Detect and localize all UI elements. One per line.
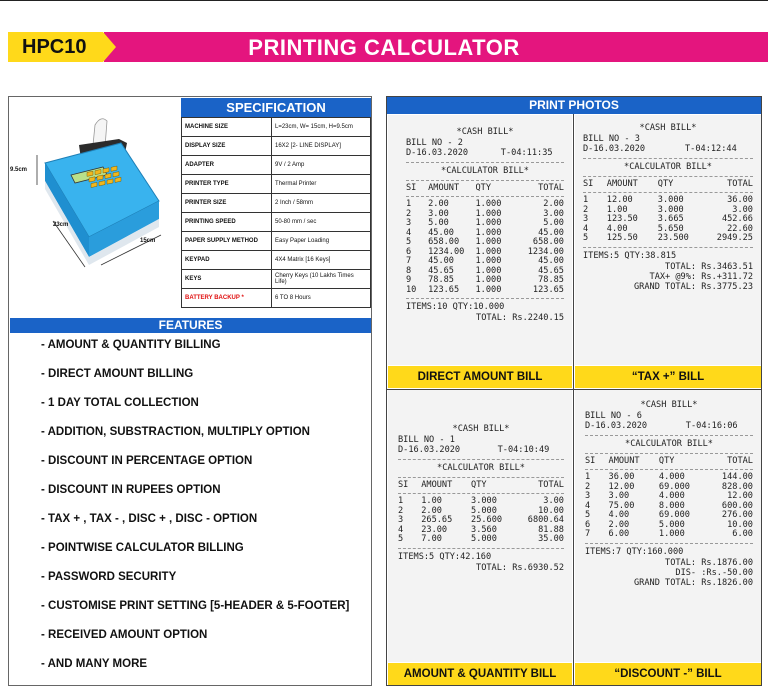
receipt-cell: 1.000 xyxy=(658,529,685,539)
bill-time: T-04:12:44 xyxy=(685,144,737,154)
feature-item: - ADDITION, SUBSTRACTION, MULTIPLY OPTION xyxy=(41,426,310,438)
receipt-cell: 1.000 xyxy=(475,256,502,266)
receipt-header-row xyxy=(583,180,753,190)
receipt-cell: 1 xyxy=(585,472,591,482)
calculator-title: *CALCULATOR BILL* xyxy=(625,438,713,449)
receipt-cell: 1.000 xyxy=(475,246,502,257)
receipt-cell: 5.00 xyxy=(428,218,449,228)
length-dimension: 23cm xyxy=(53,222,69,228)
receipt xyxy=(406,127,564,323)
receipt-cell: 4.000 xyxy=(658,491,685,501)
spec-value: 6 TO 8 Hours xyxy=(272,289,371,308)
receipt-cell: 3.665 xyxy=(657,214,684,224)
receipt-cell: 3.560 xyxy=(471,524,497,535)
receipt-cell: 5.000 xyxy=(471,505,497,516)
total-line: TOTAL: Rs.3463.51 xyxy=(665,261,753,272)
receipt-cell: 1.00 xyxy=(606,204,628,215)
receipt-cell: 1 xyxy=(398,496,404,506)
receipt-cell: 8 xyxy=(406,265,412,276)
receipt-cell: 1.000 xyxy=(475,275,502,285)
date-time-row xyxy=(398,446,564,456)
items-summary: ITEMS:7 QTY:160.000 xyxy=(585,546,684,557)
spec-value: 9V / 2 Amp xyxy=(272,156,371,175)
calculator-title: *CALCULATOR BILL* xyxy=(441,165,529,176)
receipt-cell: 4 xyxy=(585,500,591,511)
receipt-cell: 3.00 xyxy=(543,208,564,219)
receipt-cell: 6.00 xyxy=(608,529,630,539)
receipt-cell: 2.00 xyxy=(543,199,564,209)
spec-key: ADAPTER xyxy=(182,156,272,175)
spec-value: 4X4 Matrix [16 Keys] xyxy=(272,251,371,270)
date-time-row xyxy=(583,145,753,155)
receipt-cell: 3.00 xyxy=(732,204,753,215)
receipt-cell: 35.00 xyxy=(538,534,564,544)
feature-item: - TAX + , TAX - , DISC + , DISC - OPTION xyxy=(41,513,258,525)
receipt-column-header: SI xyxy=(585,455,596,466)
bill-number: BILL NO - 2 xyxy=(406,138,463,148)
receipt-cell: 3.000 xyxy=(471,496,497,506)
receipt-column-header: AMOUNT xyxy=(428,182,460,193)
dash-line xyxy=(406,298,564,299)
receipt-cell: 452.66 xyxy=(721,214,753,224)
receipt-photo xyxy=(575,390,761,662)
receipt-cell: 5.000 xyxy=(471,534,497,544)
receipt-cell: 45.00 xyxy=(538,227,564,238)
receipt xyxy=(585,400,753,588)
receipt-cell: 3 xyxy=(583,214,589,224)
receipt-cell: 5.00 xyxy=(543,218,564,228)
receipt-row xyxy=(583,234,753,244)
features-heading: FEATURES xyxy=(10,318,371,333)
spec-key: DISPLAY SIZE xyxy=(182,137,272,156)
receipt-cell: 10 xyxy=(406,284,417,295)
feature-item: - DISCOUNT IN RUPEES OPTION xyxy=(41,484,221,496)
receipt-header-row xyxy=(406,184,564,194)
receipt-cell: 45.00 xyxy=(428,256,454,266)
receipt-cell: 69.000 xyxy=(658,510,690,520)
receipt-cell: 75.00 xyxy=(608,500,635,511)
spec-value: L=23cm, W= 15cm, H=9.5cm xyxy=(272,118,371,137)
receipt-cell: 1.000 xyxy=(475,237,502,247)
receipt-cell: 3 xyxy=(585,491,591,501)
receipt-title: *CASH BILL* xyxy=(456,127,514,137)
dash-line xyxy=(398,459,564,460)
grid-divider-horizontal xyxy=(387,389,761,390)
bill-number: BILL NO - 3 xyxy=(583,134,640,144)
receipt-cell: 1.000 xyxy=(475,208,502,219)
receipt-cell: 4 xyxy=(406,227,412,238)
receipt-row xyxy=(585,530,753,540)
receipt-cell: 23.00 xyxy=(421,524,448,535)
dash-line xyxy=(583,247,753,248)
dash-line xyxy=(398,477,564,478)
spec-key: PRINTER TYPE xyxy=(182,175,272,194)
receipt-cell: 276.00 xyxy=(721,510,753,520)
receipt-cell: 22.60 xyxy=(727,223,753,234)
receipt-caption: DIRECT AMOUNT BILL xyxy=(388,366,572,388)
receipt-cell: 36.00 xyxy=(727,195,753,205)
total-line: TOTAL: Rs.2240.15 xyxy=(476,313,564,323)
spec-key: PAPER SUPPLY METHOD xyxy=(182,232,272,251)
spec-row xyxy=(182,289,371,308)
spec-row xyxy=(182,156,371,175)
receipt-cell: 1234.00 xyxy=(527,246,564,257)
receipt-cell: 3.00 xyxy=(543,496,564,506)
date-time-row xyxy=(585,422,753,432)
receipt-cell: 6800.64 xyxy=(527,515,564,525)
receipt-cell: 658.00 xyxy=(532,237,564,247)
receipt-cell: 69.000 xyxy=(658,481,690,492)
spec-row xyxy=(182,251,371,270)
top-rule xyxy=(0,0,768,1)
calculator-title: *CALCULATOR BILL* xyxy=(624,161,712,172)
receipt-cell: 1.000 xyxy=(475,218,502,228)
receipt-cell: 1.000 xyxy=(475,227,502,238)
receipt-cell: 7 xyxy=(585,529,591,539)
receipt-cell: 5.000 xyxy=(658,519,685,530)
receipt-column-header: SI xyxy=(398,479,409,490)
receipt-photo xyxy=(388,390,572,662)
feature-item: - DISCOUNT IN PERCENTAGE OPTION xyxy=(41,455,253,467)
bill-date: D-16.03.2020 xyxy=(583,144,646,154)
receipt xyxy=(398,424,564,573)
receipt-column-header: SI xyxy=(406,182,417,193)
receipt-cell: 4.00 xyxy=(606,223,628,234)
spec-row xyxy=(182,232,371,251)
model-name: HPC10 xyxy=(22,36,87,58)
receipt-column-header: AMOUNT xyxy=(421,479,453,490)
receipt-column-header: QTY xyxy=(471,479,487,490)
receipt-cell: 5 xyxy=(406,237,412,247)
receipt-cell: 45.00 xyxy=(538,256,564,266)
receipt-cell: 45.00 xyxy=(428,227,454,238)
dash-line xyxy=(398,493,564,494)
spec-key: MACHINE SIZE xyxy=(182,118,272,137)
bill-number: BILL NO - 1 xyxy=(398,435,455,445)
receipt-column-header: QTY xyxy=(658,455,675,466)
left-panel xyxy=(8,96,372,686)
feature-item: - 1 DAY TOTAL COLLECTION xyxy=(41,397,199,409)
receipt-cell: 81.88 xyxy=(538,524,564,535)
receipt-cell: 12.00 xyxy=(606,195,633,205)
receipt-cell: 7.00 xyxy=(421,534,442,544)
receipt-caption: “TAX +” BILL xyxy=(575,366,761,388)
spec-row xyxy=(182,137,371,156)
receipt-cell: 4 xyxy=(398,524,404,535)
spec-value: 2 Inch / 58mm xyxy=(272,194,371,213)
receipt-cell: 3.000 xyxy=(657,204,684,215)
receipt-cell: 5 xyxy=(583,233,589,243)
dash-line xyxy=(585,543,753,544)
receipt-cell: 125.50 xyxy=(606,233,638,243)
receipt-cell: 123.65 xyxy=(532,284,564,295)
receipt-cell: 1234.00 xyxy=(428,246,465,257)
receipt-cell: 7 xyxy=(406,256,412,266)
receipt-cell: 2.00 xyxy=(421,505,442,516)
receipt-cell: 1.000 xyxy=(475,265,502,276)
receipt-column-header: TOTAL xyxy=(727,178,753,189)
bill-time: T-04:10:49 xyxy=(497,445,550,455)
receipt-cell: 2949.25 xyxy=(716,233,753,243)
receipt-column-header: TOTAL xyxy=(538,182,564,193)
receipt-cell: 9 xyxy=(406,275,412,285)
bill-time: T-04:16:06 xyxy=(685,421,738,431)
page-title: PRINTING CALCULATOR xyxy=(248,35,520,60)
receipt-cell: 5.650 xyxy=(657,223,684,234)
receipt-cell: 36.00 xyxy=(608,472,635,482)
receipt-cell: 78.85 xyxy=(428,275,454,285)
specification-heading: SPECIFICATION xyxy=(181,98,371,117)
receipt-caption: “DISCOUNT -” BILL xyxy=(575,663,761,685)
total-line: TOTAL: Rs.1876.00 xyxy=(665,557,753,568)
receipt-cell: 10.00 xyxy=(727,519,753,530)
features-list xyxy=(41,337,361,685)
spec-key: KEYS xyxy=(182,270,272,289)
total-line: TAX+ @9%: Rs.+311.72 xyxy=(649,271,753,282)
receipt-cell: 123.65 xyxy=(428,284,460,295)
receipt-cell: 4.000 xyxy=(658,472,685,482)
receipt-cell: 3.00 xyxy=(608,491,630,501)
receipt-cell: 23.500 xyxy=(657,233,689,243)
receipt-column-header: QTY xyxy=(475,182,492,193)
receipt-column-header: TOTAL xyxy=(727,455,753,466)
receipt-cell: 8.000 xyxy=(658,500,685,511)
receipt-cell: 3.000 xyxy=(657,195,684,205)
receipt-cell: 6.00 xyxy=(732,529,753,539)
receipt-cell: 45.65 xyxy=(538,265,564,276)
receipt-column-header: QTY xyxy=(657,178,674,189)
feature-item: - AND MANY MORE xyxy=(41,658,148,670)
receipt-column-header: SI xyxy=(583,178,594,189)
bill-number: BILL NO - 6 xyxy=(585,411,642,421)
receipt-cell: 3 xyxy=(398,515,404,525)
receipt-title: *CASH BILL* xyxy=(452,424,510,434)
spec-row xyxy=(182,175,371,194)
receipt-cell: 1 xyxy=(406,199,412,209)
total-line: TOTAL: Rs.6930.52 xyxy=(476,562,564,573)
bill-date: D-16.03.2020 xyxy=(406,148,469,158)
spec-value: 50-80 mm / sec xyxy=(272,213,371,232)
receipt-cell: 4 xyxy=(583,223,589,234)
spec-value: Easy Paper Loading xyxy=(272,232,371,251)
grid-divider-vertical xyxy=(573,114,574,685)
receipt-cell: 12.00 xyxy=(608,481,635,492)
receipt-cell: 5 xyxy=(585,510,591,520)
receipt xyxy=(583,123,753,292)
dash-line xyxy=(583,192,753,193)
spec-value: 16X2 [2- LINE DISPLAY] xyxy=(272,137,371,156)
receipt-row xyxy=(398,535,564,545)
dash-line xyxy=(585,453,753,454)
receipt-cell: 25.600 xyxy=(471,515,503,525)
receipt-cell: 2 xyxy=(398,505,404,516)
bill-time: T-04:11:35 xyxy=(500,148,553,158)
receipt-cell: 1.000 xyxy=(475,199,502,209)
dash-line xyxy=(583,158,753,159)
receipt-cell: 2 xyxy=(406,208,412,219)
calculator-title: *CALCULATOR BILL* xyxy=(437,462,525,473)
width-dimension: 15cm xyxy=(140,238,156,244)
spec-row xyxy=(182,194,371,213)
receipt-cell: 2.00 xyxy=(428,199,449,209)
specification-table xyxy=(181,117,371,308)
receipt-cell: 1.000 xyxy=(475,284,502,295)
dash-line xyxy=(583,176,753,177)
receipt-cell: 2 xyxy=(585,481,591,492)
product-illustration xyxy=(9,97,181,317)
receipt-header-row xyxy=(585,457,753,467)
receipt-cell: 658.00 xyxy=(428,237,460,247)
dash-line xyxy=(585,469,753,470)
spec-value: Thermal Printer xyxy=(272,175,371,194)
bill-date: D-16.03.2020 xyxy=(585,421,648,431)
receipt-cell: 828.00 xyxy=(721,481,753,492)
spec-key: KEYPAD xyxy=(182,251,272,270)
feature-item: - POINTWISE CALCULATOR BILLING xyxy=(41,542,244,554)
receipt-column-header: TOTAL xyxy=(538,479,564,490)
receipt-cell: 2.00 xyxy=(608,519,630,530)
dash-line xyxy=(398,548,564,549)
items-summary: ITEMS:5 QTY:42.160 xyxy=(398,551,492,562)
height-dimension: 9.5cm xyxy=(10,167,28,173)
receipt-row xyxy=(406,286,564,296)
receipt-cell: 265.65 xyxy=(421,515,453,525)
spec-row xyxy=(182,270,371,289)
receipt-column-header: AMOUNT xyxy=(606,178,638,189)
dash-line xyxy=(406,162,564,163)
receipt-photo xyxy=(388,115,572,365)
receipt-cell: 123.50 xyxy=(606,214,638,224)
feature-item: - CUSTOMISE PRINT SETTING [5-HEADER & 5-FOOTER] xyxy=(41,600,350,612)
receipt-cell: 78.85 xyxy=(538,275,564,285)
feature-item: - DIRECT AMOUNT BILLING xyxy=(41,368,194,380)
feature-item: - AMOUNT & QUANTITY BILLING xyxy=(41,339,221,351)
spec-key: PRINTING SPEED xyxy=(182,213,272,232)
receipt-title: *CASH BILL* xyxy=(640,400,698,410)
receipt-title: *CASH BILL* xyxy=(639,123,697,133)
print-photos-panel xyxy=(386,96,762,686)
feature-item: - RECEIVED AMOUNT OPTION xyxy=(41,629,208,641)
receipt-cell: 600.00 xyxy=(721,500,753,511)
receipt-cell: 2 xyxy=(583,204,589,215)
receipt-cell: 12.00 xyxy=(727,491,753,501)
receipt-cell: 3.00 xyxy=(428,208,449,219)
receipt-cell: 4.00 xyxy=(608,510,630,520)
spec-value: Cherry Keys (10 Lakhs Times Life) xyxy=(272,270,371,289)
receipt-cell: 10.00 xyxy=(538,505,564,516)
total-line: GRAND TOTAL: Rs.1826.00 xyxy=(634,577,753,588)
dash-line xyxy=(585,435,753,436)
items-summary: ITEMS:10 QTY:10.000 xyxy=(406,302,505,312)
receipt-cell: 144.00 xyxy=(721,472,753,482)
spec-key: BATTERY BACKUP * xyxy=(182,289,272,308)
dash-line xyxy=(406,196,564,197)
spec-key: PRINTER SIZE xyxy=(182,194,272,213)
date-time-row xyxy=(406,149,564,159)
items-summary: ITEMS:5 QTY:38.815 xyxy=(583,250,677,261)
spec-row xyxy=(182,213,371,232)
receipt-cell: 6 xyxy=(585,519,591,530)
dash-line xyxy=(406,180,564,181)
receipt-photo xyxy=(575,115,761,365)
total-line: DIS- :Rs.-50.00 xyxy=(675,567,753,578)
header-banner xyxy=(0,32,768,62)
receipt-cell: 45.65 xyxy=(428,265,454,276)
receipt-cell: 1.00 xyxy=(421,496,442,506)
receipt-header-row xyxy=(398,481,564,491)
receipt-cell: 1 xyxy=(583,195,589,205)
receipt-column-header: AMOUNT xyxy=(608,455,640,466)
receipt-caption: AMOUNT & QUANTITY BILL xyxy=(388,663,572,685)
total-line: GRAND TOTAL: Rs.3775.23 xyxy=(634,281,753,292)
feature-item: - PASSWORD SECURITY xyxy=(41,571,177,583)
receipt-cell: 6 xyxy=(406,246,412,257)
receipt-cell: 5 xyxy=(398,534,404,544)
receipt-cell: 3 xyxy=(406,218,412,228)
spec-row xyxy=(182,118,371,137)
print-photos-heading: PRINT PHOTOS xyxy=(387,97,761,114)
bill-date: D-16.03.2020 xyxy=(398,445,461,455)
